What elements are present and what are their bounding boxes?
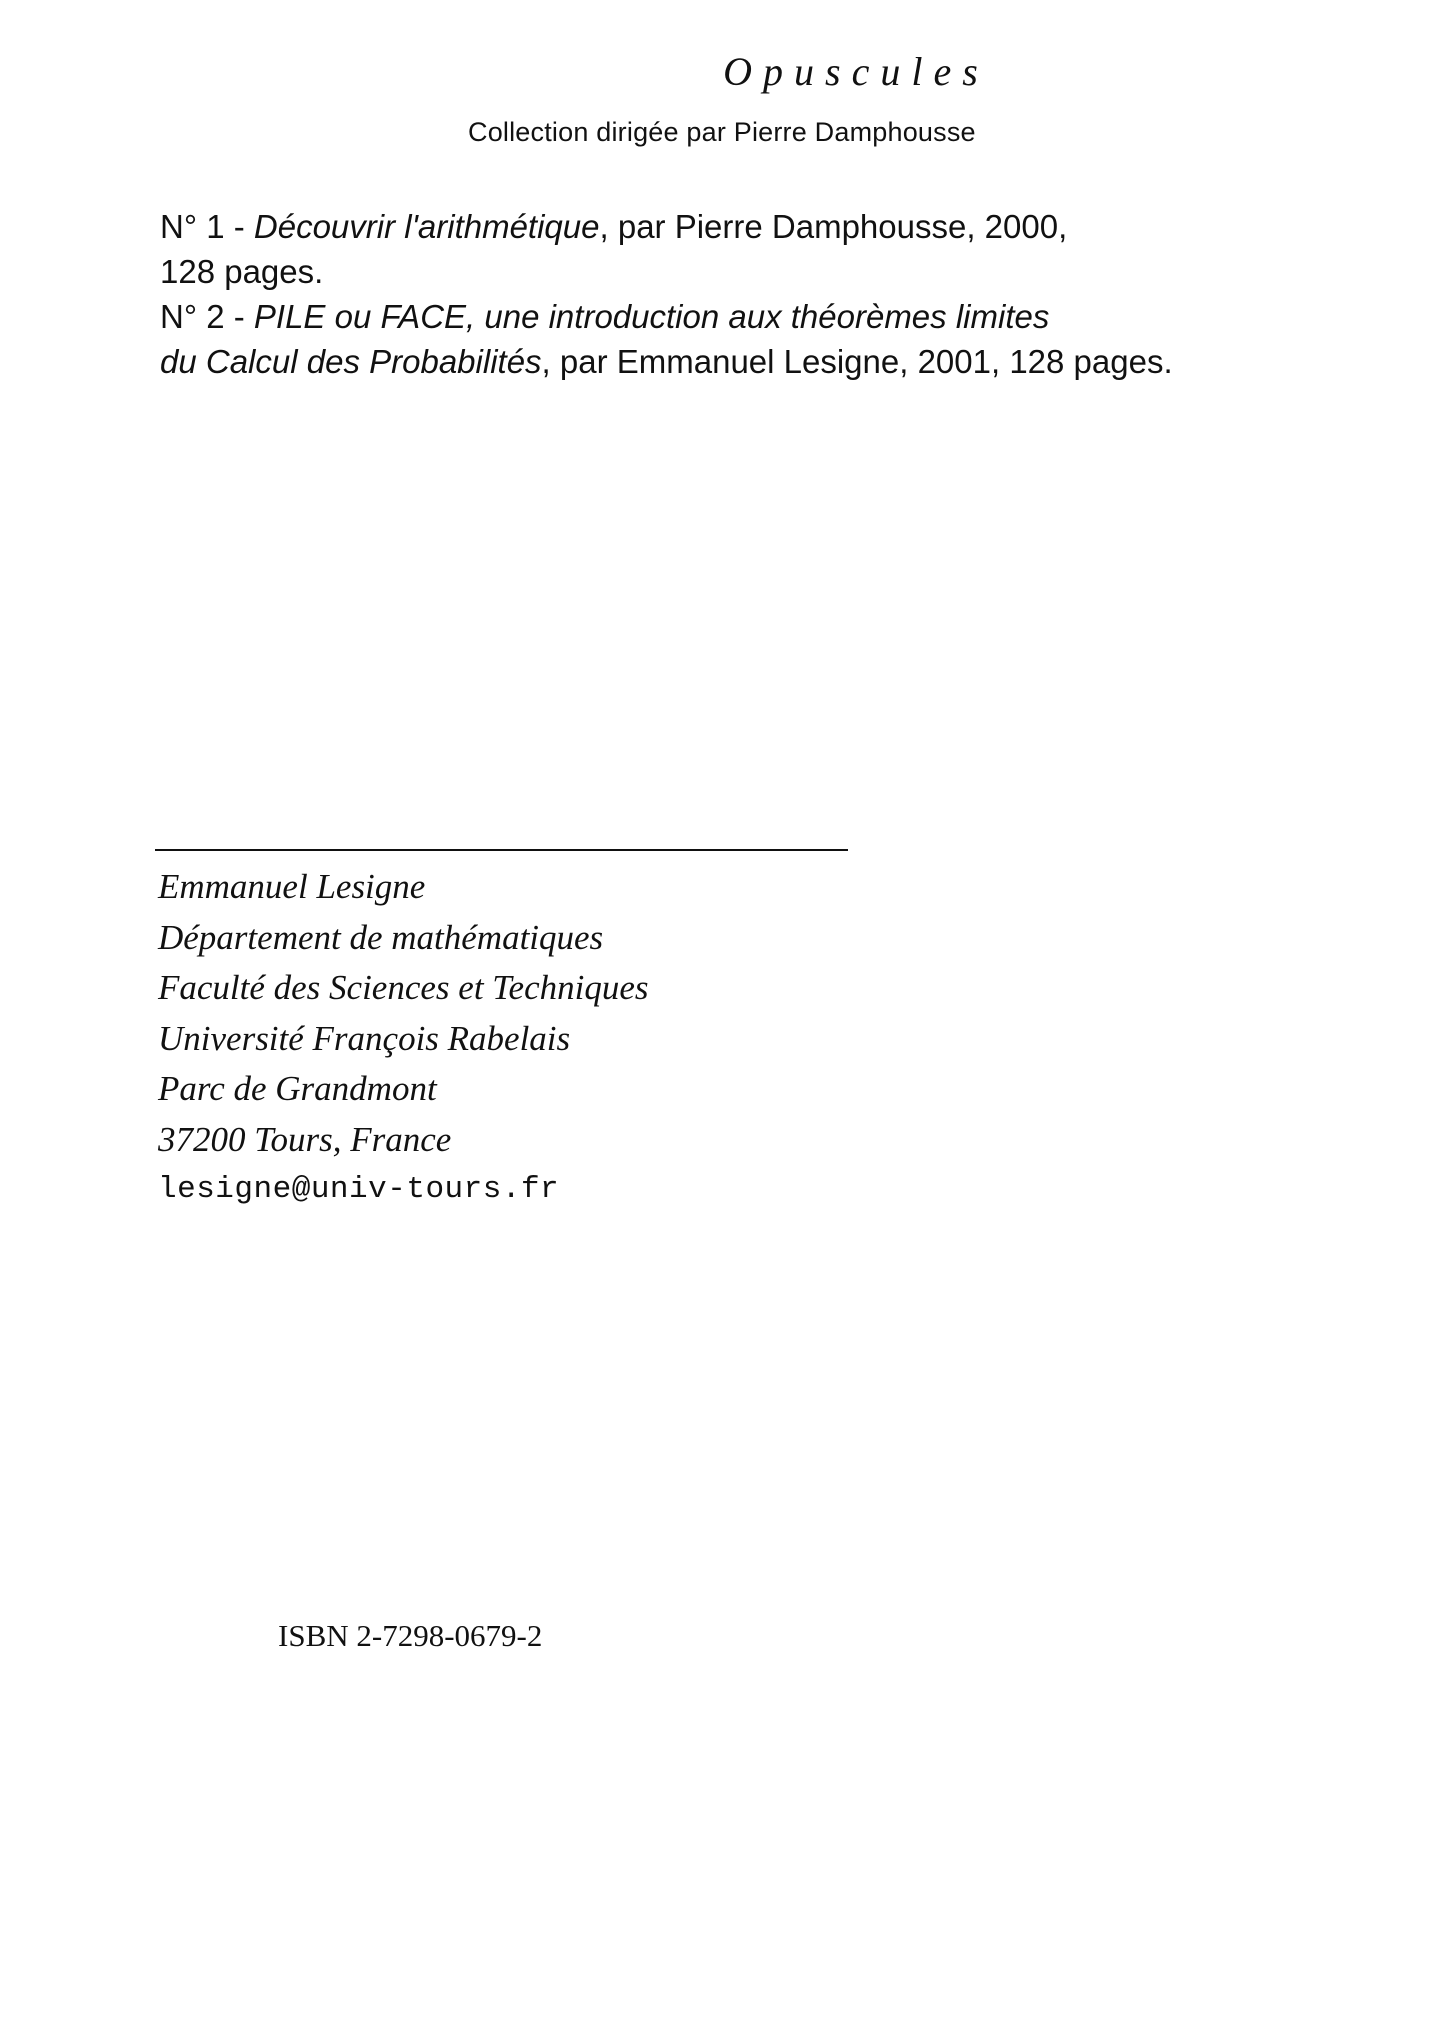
catalogue-entry-1 xyxy=(160,204,1360,249)
isbn: ISBN 2-7298-0679-2 xyxy=(278,1618,543,1653)
author-department: Département de mathématiques xyxy=(158,917,604,957)
series-subtitle: Collection dirigée par Pierre Damphousse xyxy=(468,117,976,147)
entry-1-details: , par Pierre Damphousse, 2000, xyxy=(599,208,1068,245)
author-name: Emmanuel Lesigne xyxy=(158,867,426,906)
entry-1-pages: 128 pages. xyxy=(160,253,324,290)
entry-1-title: Découvrir l'arithmétique xyxy=(253,208,600,245)
author-university: Université François Rabelais xyxy=(158,1018,571,1058)
series-catalogue xyxy=(160,204,1360,384)
entry-2-number: N° 2 - xyxy=(160,298,254,335)
author-faculty: Faculté des Sciences et Techniques xyxy=(158,968,649,1007)
divider-rule xyxy=(155,849,848,851)
author-city: 37200 Tours, France xyxy=(158,1119,452,1159)
author-street: Parc de Grandmont xyxy=(158,1069,437,1108)
entry-2-title-part-2: du Calcul des Probabilités xyxy=(160,343,542,380)
author-address xyxy=(158,862,649,1216)
catalogue-entry-2 xyxy=(160,294,1360,339)
author-email: lesigne@univ-tours.fr xyxy=(158,1172,560,1207)
entry-2-details: , par Emmanuel Lesigne, 2001, 128 pages. xyxy=(541,343,1173,380)
series-title: Opuscules xyxy=(723,49,989,94)
catalogue-entry-2-continued xyxy=(160,339,1360,384)
entry-2-title-part-1: PILE ou FACE, une introduction aux théorèmes limites xyxy=(253,298,1050,335)
entry-1-number: N° 1 - xyxy=(160,208,254,245)
